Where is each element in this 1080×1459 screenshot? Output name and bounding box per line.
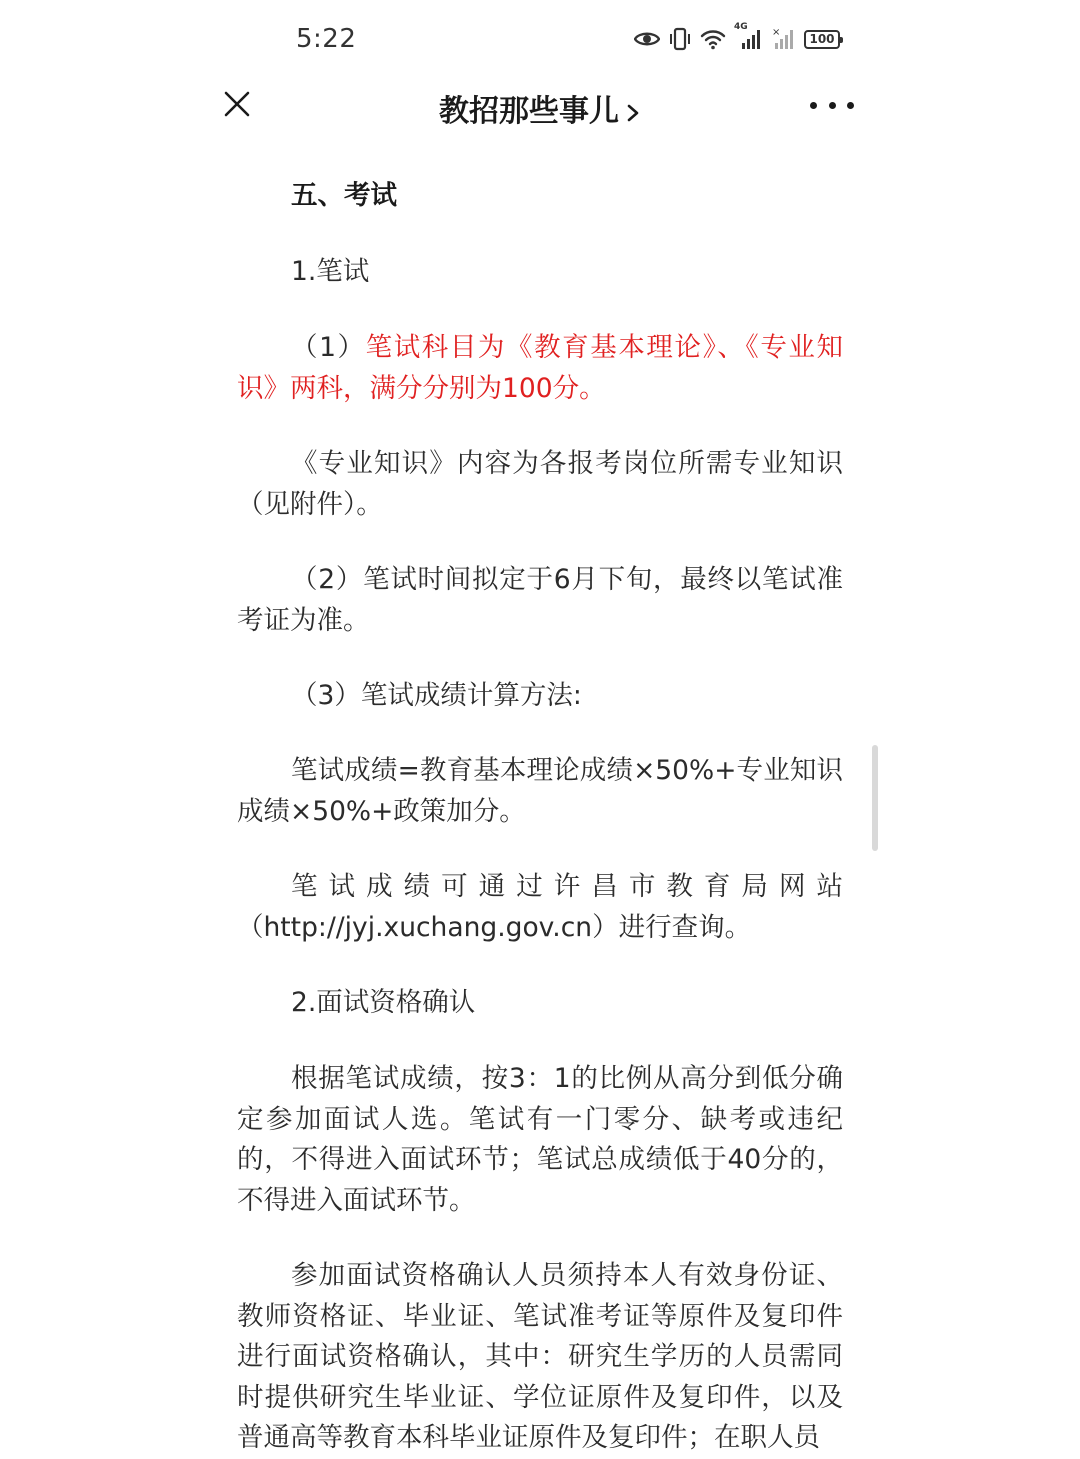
signal-no-sim-icon [772,26,796,52]
paragraph-score-method: （3）笔试成绩计算方法: [291,680,582,711]
status-icons [634,24,840,54]
more-icon-dot [847,102,854,109]
more-icon-dot [810,102,817,109]
section-heading: 五、考试 [291,180,397,211]
paragraph-subjects [237,328,843,409]
status-bar [0,0,1080,80]
nav-bar [0,70,1080,140]
paragraph-professional-knowledge: 《专业知识》内容为各报考岗位所需专业知识（见附件）。 [237,448,843,520]
paragraph-subjects-highlight: 笔试科目为《教育基本理论》、《专业知识》两科，满分分别为100分。 [237,332,843,404]
network-type-label: 4G [734,22,748,32]
chevron-right-icon [625,101,641,125]
wifi-icon [700,28,726,50]
paragraph-interview-selection: 根据笔试成绩，按3：1的比例从高分到低分确定参加面试人选。笔试有一门零分、缺考或违纪的，不得进入面试环节；笔试总成绩低于40分的，不得进入面试环节。 [237,1063,843,1216]
vibrate-icon [668,27,692,51]
paragraph-score-formula: 笔试成绩=教育基本理论成绩×50%+专业知识成绩×50%+政策加分。 [237,755,843,827]
scrollbar[interactable] [872,745,878,851]
account-title-button[interactable] [0,86,1080,130]
paragraph-qualification-documents: 参加面试资格确认人员须持本人有效身份证、教师资格证、毕业证、笔试准考证等原件及复印件进行面试资格确认，其中：研究生学历的人员需同时提供研究生毕业证、学位证原件及复印件，以及普通高等教育本科毕业证原件及复印件；在职人员 [237,1260,843,1453]
battery-level: 100 [809,32,835,46]
status-time: 5:22 [296,24,357,54]
more-button[interactable] [810,90,854,120]
battery-icon [804,30,840,49]
page-title: 教招那些事儿 [439,94,619,129]
paragraph-subjects-prefix: （1） [291,332,366,363]
signal-icon [734,22,764,52]
written-exam-heading: 1.笔试 [291,256,370,287]
interview-heading: 2.面试资格确认 [291,987,476,1018]
more-icon-dot [829,102,836,109]
svg-text:×: × [772,27,781,38]
paragraph-exam-time: （2）笔试时间拟定于6月下旬，最终以笔试准考证为准。 [237,564,843,636]
eye-icon [634,29,660,49]
paragraph-score-query: 笔试成绩可通过许昌市教育局网站（http://jyj.xuchang.gov.cn）进行查询。 [237,871,843,943]
